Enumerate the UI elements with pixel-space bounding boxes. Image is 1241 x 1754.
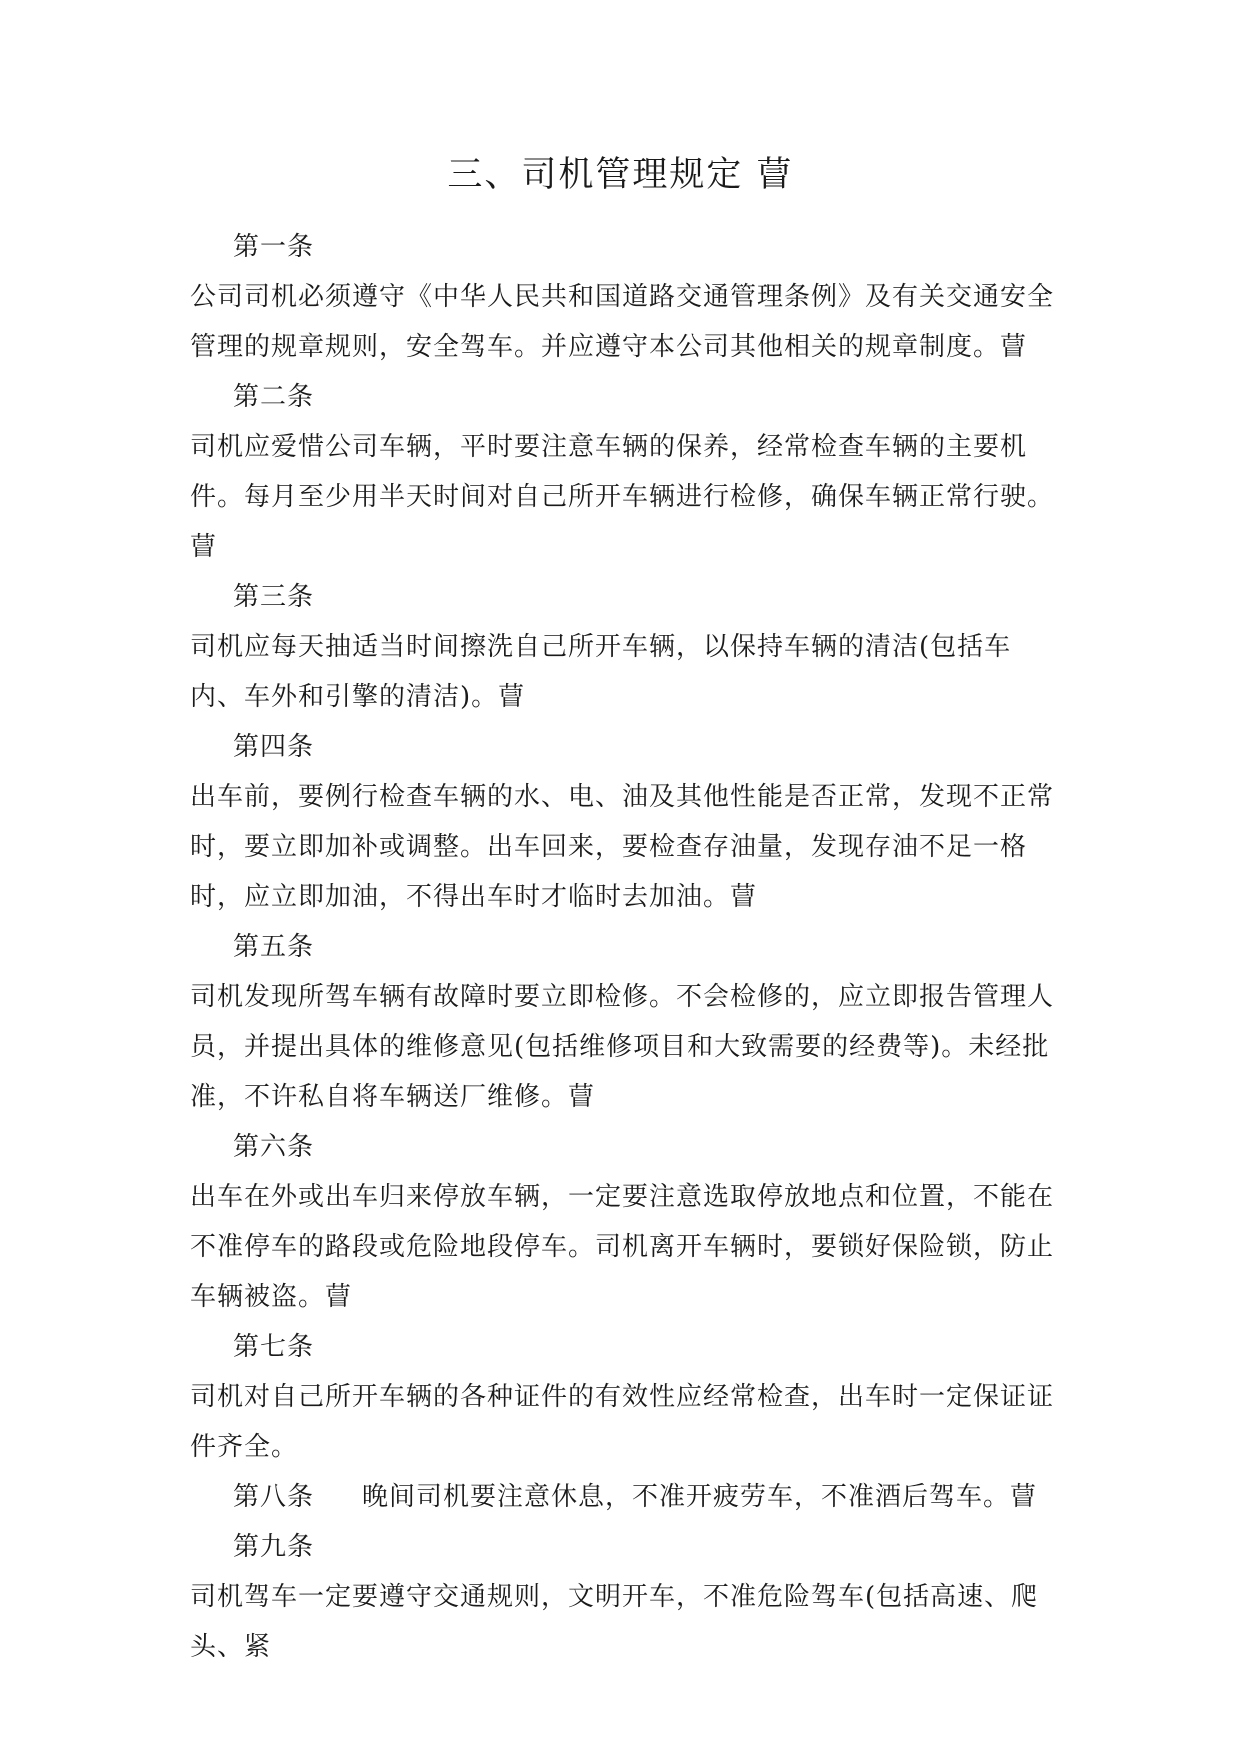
article-3-heading: 第三条 — [233, 582, 315, 612]
article-7-heading: 第七条 — [233, 1332, 315, 1362]
article-8-heading: 第八条 — [233, 1482, 315, 1512]
article-4-text: 出车前，要例行检查车辆的水、电、油及其他性能是否正常，发现不正常时，要立即加补或调整。出车回来，要检查存油量，发现存油不足一格时，应立即加油，不得出车时才临时去加油。萺 — [190, 782, 1055, 912]
article-9-heading: 第九条 — [233, 1532, 315, 1562]
article-6-text: 出车在外或出车归来停放车辆，一定要注意选取停放地点和位置，不能在不准停车的路段或危险地段停车。司机离开车辆时，要锁好保险锁，防止车辆被盗。萺 — [190, 1182, 1055, 1312]
article-8-text: 晚间司机要注意休息，不准开疲劳车，不准酒后驾车。萺 — [362, 1482, 1038, 1512]
article-3-text: 司机应每天抽适当时间擦洗自己所开车辆，以保持车辆的清洁(包括车内、车外和引擎的清洁)。萺 — [190, 632, 1012, 712]
article-7-text: 司机对自己所开车辆的各种证件的有效性应经常检查，出车时一定保证证件齐全。 — [190, 1382, 1055, 1462]
article-5-text: 司机发现所驾车辆有故障时要立即检修。不会检修的，应立即报告管理人员，并提出具体的维修意见(包括维修项目和大致需要的经费等)。未经批准，不许私自将车辆送厂维修。萺 — [190, 982, 1055, 1112]
article-8-line — [190, 1472, 1060, 1522]
article-2-heading: 第二条 — [233, 382, 315, 412]
document-body — [190, 222, 1060, 1672]
article-2-text: 司机应爱惜公司车辆，平时要注意车辆的保养，经常检查车辆的主要机件。每月至少用半天时间对自己所开车辆进行检修，确保车辆正常行驶。萺 — [190, 432, 1055, 562]
article-1-heading: 第一条 — [233, 232, 315, 262]
article-6-heading: 第六条 — [233, 1132, 315, 1162]
article-9-text: 司机驾车一定要遵守交通规则，文明开车，不准危险驾车(包括高速、爬头、紧 — [190, 1582, 1039, 1662]
document-title: 三、司机管理规定 萺 — [447, 155, 794, 195]
article-5-heading: 第五条 — [233, 932, 315, 962]
article-4-heading: 第四条 — [233, 732, 315, 762]
article-1-text: 公司司机必须遵守《中华人民共和国道路交通管理条例》及有关交通安全管理的规章规则，安全驾车。并应遵守本公司其他相关的规章制度。萺 — [190, 282, 1055, 362]
